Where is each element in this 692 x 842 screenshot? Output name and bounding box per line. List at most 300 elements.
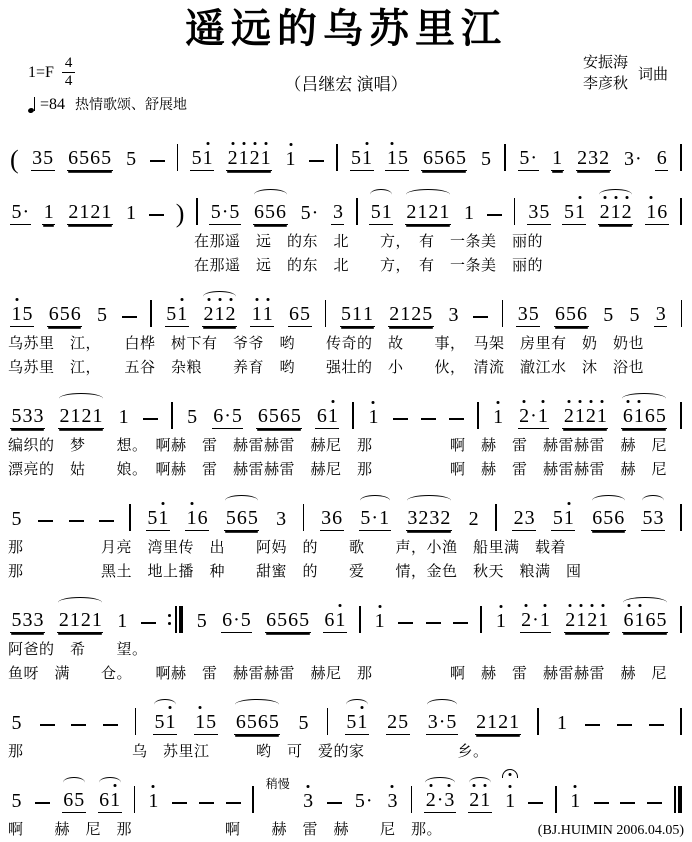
note-char: 6 [279, 405, 290, 427]
notes-line [8, 130, 684, 174]
note-char: 2 [599, 201, 610, 223]
note-token [551, 148, 564, 171]
note-char: 6 [257, 711, 268, 733]
note-char: 5 [166, 303, 177, 325]
note-token [10, 509, 23, 531]
notes-line [8, 286, 684, 330]
note-digits [10, 791, 23, 813]
note-digits [147, 791, 160, 813]
note-digits [58, 406, 104, 429]
note-char: 1 [509, 711, 520, 733]
lyric-text: 那 黑土 地上播 种 甜蜜 的 爱 情，金色 秋天 粮满 囤 [8, 564, 582, 580]
note-char: 1 [79, 201, 90, 223]
note-char: 2 [59, 405, 70, 427]
note-char: 1 [186, 507, 197, 529]
note-digits [146, 508, 170, 531]
note-char: 1 [646, 201, 657, 223]
note-char: 1 [480, 789, 491, 811]
credit-role: 词曲 [637, 67, 668, 83]
note-char: 5 [22, 303, 33, 325]
note-digits [98, 790, 122, 813]
note-digits [518, 406, 550, 429]
note-digits [153, 712, 177, 735]
note-digits [385, 148, 409, 171]
note-char: 2 [68, 201, 79, 223]
note-digits [562, 202, 586, 225]
note-char: 5 [240, 609, 251, 631]
note-char: 6 [236, 507, 247, 529]
note-char: 6 [99, 789, 110, 811]
note-char: 6 [324, 609, 335, 631]
note-token [117, 407, 130, 429]
note-char: 3 [524, 507, 535, 529]
barline [555, 786, 557, 813]
note-char: 5 [101, 147, 112, 169]
note-char: 6 [90, 147, 101, 169]
note-char: 5 [196, 610, 207, 632]
note-char: 3 [407, 507, 418, 529]
barline [504, 144, 506, 171]
note-char: 3 [32, 147, 43, 169]
note-digits [297, 713, 310, 735]
note-token [462, 203, 475, 225]
note-digits [555, 713, 568, 735]
score-system [8, 772, 684, 841]
note-char: 6 [444, 147, 455, 169]
notes-line [8, 490, 684, 534]
note-char: 1 [327, 405, 338, 427]
note-digits [527, 202, 551, 225]
note-char: 5 [397, 147, 408, 169]
note-char: 1 [352, 303, 362, 325]
barline [477, 402, 479, 429]
rest-dash [226, 802, 241, 804]
note-char: 6 [68, 147, 79, 169]
note-char: 2 [498, 711, 509, 733]
rest-dash [141, 622, 156, 624]
note-token [153, 712, 177, 735]
note-char: 3 [448, 304, 459, 326]
note-char: 1 [417, 201, 428, 223]
note-char: 6 [657, 201, 668, 223]
note-char: 5 [354, 790, 365, 812]
note-char: 5 [11, 201, 22, 223]
note-char: 3 [444, 789, 455, 811]
note-char: 3 [427, 711, 438, 733]
note-token [520, 610, 552, 633]
note-digits [655, 148, 668, 171]
note-char: 1 [117, 610, 128, 632]
note-char: 3 [321, 507, 332, 529]
rest-dash [172, 802, 187, 804]
note-digits [621, 406, 667, 429]
note-token [621, 406, 667, 429]
note-char: 3 [22, 405, 33, 427]
note-digits [31, 148, 55, 171]
song-title: 遥远的乌苏里江 [185, 6, 507, 51]
note-token [576, 148, 611, 171]
note-char: 1 [91, 609, 102, 631]
note-char: 2 [563, 405, 574, 427]
note-char: 1 [556, 712, 567, 734]
note-token [475, 712, 521, 735]
note-digits [340, 304, 375, 327]
note-char: 1 [335, 609, 346, 631]
note-char: 5 [11, 712, 22, 734]
note-token [331, 202, 344, 225]
rest-dash [449, 418, 464, 420]
note-token [186, 407, 199, 429]
note-digits [475, 712, 521, 735]
note-digits [421, 148, 467, 171]
note-char: 1 [598, 609, 609, 631]
note-char: 6 [422, 147, 433, 169]
tempo-marking [28, 95, 187, 114]
barline [135, 708, 137, 735]
note-char: 5 [247, 507, 258, 529]
note-char: 1 [439, 201, 450, 223]
publisher-credit: (BJ.HUIMIN 2006.04.05) [537, 823, 684, 838]
note-char: · [311, 202, 319, 224]
note-token [284, 149, 297, 171]
note-digits [320, 508, 344, 531]
note-char: 6 [656, 147, 667, 169]
note-digits [622, 610, 668, 633]
score-system [8, 490, 684, 582]
note-token [275, 509, 288, 531]
note-token [373, 611, 386, 633]
note-char: 1 [126, 202, 137, 224]
rest-dash [199, 802, 214, 804]
rest-dash [103, 724, 118, 726]
note-char: 5 [298, 712, 309, 734]
note-char: · [438, 711, 446, 733]
note-char: · [436, 789, 444, 811]
note-token [406, 508, 452, 531]
note-char: 2 [411, 303, 422, 325]
rest-dash [393, 418, 408, 420]
note-token [386, 712, 410, 735]
barline [303, 504, 305, 531]
note-digits [224, 508, 259, 531]
note-char: 2 [621, 201, 632, 223]
note-token [10, 610, 45, 633]
note-char: 5 [206, 711, 217, 733]
rest-dash [327, 802, 342, 804]
note-token [256, 406, 302, 429]
note-char: 1 [158, 507, 169, 529]
quarter-note-icon [28, 97, 35, 113]
note-char: · [233, 609, 240, 631]
note-digits [516, 304, 540, 327]
note-char: 5 [566, 303, 576, 325]
barline [680, 402, 682, 429]
note-token [10, 406, 45, 429]
note-char: · [22, 201, 30, 223]
note-char: 5 [398, 711, 409, 733]
note-token [340, 304, 375, 327]
note-char: 1 [260, 147, 271, 169]
note-token [479, 149, 492, 171]
lyric-text: 漂亮的 姑 娘。 啊赫 雷 赫雷赫雷 赫尼 那 啊 赫 雷 赫雷赫雷 赫 尼 [8, 462, 668, 478]
note-token [253, 202, 288, 225]
note-token [622, 610, 668, 633]
note-char: 5 [11, 405, 22, 427]
note-char: 5 [341, 303, 351, 325]
lyric-line [8, 232, 684, 252]
note-char: 5 [370, 201, 381, 223]
note-char: 1 [251, 303, 262, 325]
note-char: 1 [463, 202, 474, 224]
note-char: 1 [110, 789, 121, 811]
note-digits [504, 791, 517, 813]
note-char: 5 [11, 790, 22, 812]
note-digits [551, 148, 564, 171]
note-char: 2 [227, 147, 238, 169]
lyric-line [8, 742, 684, 762]
note-token [10, 791, 23, 813]
barline [352, 402, 354, 429]
meter-denominator: 4 [64, 73, 73, 89]
note-char: 1 [386, 147, 397, 169]
note-char: 2 [58, 609, 69, 631]
note-char: 2 [468, 508, 479, 530]
lyric-text: 那 乌 苏里江 哟 可 爱的家 乡。 [8, 744, 489, 760]
rest-dash [35, 802, 50, 804]
barline [327, 708, 329, 735]
rest-dash [594, 802, 609, 804]
lyric-line [8, 358, 684, 378]
note-char: 6 [622, 405, 633, 427]
note-char: 2 [577, 147, 588, 169]
note-digits [645, 202, 669, 225]
note-char: 2 [521, 609, 532, 631]
note-char: 5 [265, 201, 276, 223]
note-char: 1 [610, 201, 621, 223]
rest-dash [122, 316, 137, 318]
note-digits [221, 610, 253, 633]
note-token [369, 202, 393, 225]
note-token [116, 611, 129, 633]
note-token [426, 712, 458, 735]
note-char: 2 [469, 789, 480, 811]
note-token [125, 149, 138, 171]
fermata-icon [502, 769, 518, 778]
note-char: 5 [446, 711, 457, 733]
note-char: 2 [519, 405, 530, 427]
note-digits [494, 611, 507, 633]
note-digits [462, 203, 475, 225]
note-char: · [530, 405, 537, 427]
note-char: 1 [381, 201, 392, 223]
note-digits [350, 148, 374, 171]
note-char: 6 [614, 507, 625, 529]
note-char: 1 [552, 147, 563, 169]
note-digits [353, 791, 374, 813]
note-token [209, 202, 241, 225]
notes-line [8, 772, 684, 816]
note-char: 3 [22, 609, 33, 631]
rest-dash [38, 520, 53, 522]
barline [150, 300, 152, 327]
note-char: 3 [276, 508, 287, 530]
note-digits [591, 508, 626, 531]
note-char: · [530, 147, 538, 169]
barline [171, 402, 173, 429]
final-barline-thin [674, 786, 676, 813]
note-digits [369, 202, 393, 225]
notes-line [8, 592, 684, 636]
note-char: 5 [43, 147, 54, 169]
note-token [96, 305, 109, 327]
note-digits [424, 790, 456, 813]
note-digits [447, 305, 460, 327]
note-digits [492, 407, 505, 429]
rest-dash [453, 622, 468, 624]
rest-dash [99, 520, 114, 522]
barline [480, 606, 482, 633]
note-token [562, 202, 586, 225]
barline [336, 144, 338, 171]
note-token [386, 791, 399, 813]
note-char: 5 [11, 508, 22, 530]
note-token [67, 148, 113, 171]
note-token [598, 202, 633, 225]
note-token [562, 406, 608, 429]
note-digits [554, 304, 589, 327]
note-token [405, 202, 451, 225]
note-digits [623, 149, 644, 171]
note-token [468, 790, 492, 813]
barline [359, 606, 361, 633]
note-digits [602, 305, 615, 327]
note-char: 2 [587, 609, 598, 631]
note-char: 2 [80, 609, 91, 631]
note-token [323, 610, 347, 633]
note-char: 1 [487, 711, 498, 733]
note-char: 2 [425, 789, 436, 811]
note-token [527, 202, 551, 225]
note-char: 5 [539, 201, 550, 223]
key-label: 1=F [28, 63, 54, 81]
note-token [518, 406, 550, 429]
note-char: 5 [126, 148, 137, 170]
barline [411, 786, 413, 813]
note-char: 2 [476, 711, 487, 733]
lyric-line [8, 256, 684, 276]
lyric-line [8, 460, 684, 480]
note-token [467, 509, 480, 531]
note-char: 5 [229, 201, 240, 223]
note-token [447, 305, 460, 327]
repeat-dot [168, 622, 171, 625]
note-digits [467, 509, 480, 531]
note-char: 6 [577, 303, 587, 325]
final-barline [674, 786, 682, 813]
note-char: 5 [97, 304, 107, 326]
note-char: 5 [519, 147, 530, 169]
note-digits [265, 610, 311, 633]
note-char: 6 [235, 711, 246, 733]
rest-dash [585, 724, 600, 726]
note-token [569, 791, 582, 813]
note-digits [10, 304, 34, 327]
note-char: 5 [422, 303, 433, 325]
rest-dash [528, 802, 543, 804]
lyric-line [8, 538, 684, 558]
note-digits [185, 508, 209, 531]
note-token [10, 304, 34, 327]
note-char: 6 [63, 789, 74, 811]
note-digits [125, 149, 138, 171]
note-char: 6 [257, 405, 268, 427]
barline [129, 504, 131, 531]
note-char: 1 [92, 405, 103, 427]
barline [680, 198, 682, 225]
repeat-barline-thin [175, 606, 177, 633]
note-digits [284, 149, 297, 171]
credit-names [583, 54, 628, 93]
lyric-line [8, 562, 684, 582]
note-char: 6 [288, 609, 299, 631]
lyric-line [8, 436, 684, 456]
composer-credits [583, 54, 668, 93]
note-char: 2 [406, 201, 417, 223]
note-digits [302, 791, 315, 813]
note-char: 1 [165, 711, 176, 733]
note-char: 5 [59, 303, 70, 325]
note-digits [190, 148, 214, 171]
note-token [226, 148, 272, 171]
note-char: 1 [493, 406, 504, 428]
lyric-text: 编织的 梦 想。 啊赫 雷 赫雷赫雷 赫尼 那 啊 赫 雷 赫雷赫雷 赫 尼 [8, 438, 668, 454]
note-token [221, 610, 253, 633]
note-char: 5 [300, 202, 311, 224]
lyric-text: 乌苏里 江， 五谷 杂粮 养育 哟 强壮的 小 伙， 清流 澈江水 沐 浴也 [8, 360, 645, 376]
note-digits [67, 202, 113, 225]
note-char: 6 [70, 303, 81, 325]
note-char: 3 [332, 201, 343, 223]
repeat-dots [168, 606, 171, 633]
note-digits [641, 508, 665, 531]
score-header [8, 54, 684, 120]
note-digits [67, 148, 113, 171]
note-digits [186, 407, 199, 429]
note-token [320, 508, 344, 531]
note-digits [57, 610, 103, 633]
note-token [195, 611, 208, 633]
note-char: 1 [537, 405, 548, 427]
note-token [641, 508, 665, 531]
note-char: 3 [653, 507, 664, 529]
note-digits [576, 148, 611, 171]
note-digits [598, 202, 633, 225]
note-digits [125, 203, 138, 225]
rest-dash [647, 802, 662, 804]
note-digits [520, 610, 552, 633]
note-token [555, 713, 568, 735]
note-char: 3 [588, 147, 599, 169]
barline [196, 198, 198, 225]
note-token [288, 304, 312, 327]
note-char: 6 [289, 303, 299, 325]
note-digits [288, 304, 312, 327]
note-digits [386, 791, 399, 813]
repeat-barline-thick [179, 606, 183, 633]
note-digits [426, 712, 458, 735]
lyric-text: 啊 赫 尼 那 啊 赫 雷 赫 尼 那。 [8, 822, 443, 838]
note-char: 5 [346, 711, 357, 733]
